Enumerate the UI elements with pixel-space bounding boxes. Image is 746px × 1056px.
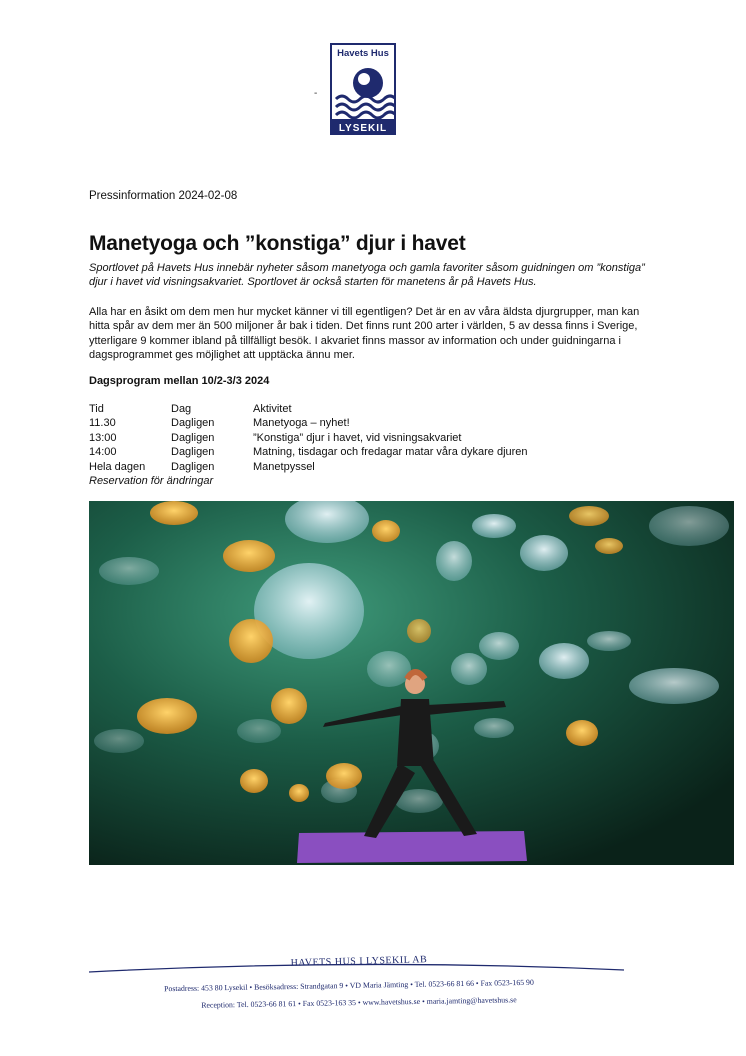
footer bbox=[89, 950, 629, 1020]
header-day: Dag bbox=[171, 403, 192, 415]
schedule-header bbox=[89, 402, 528, 416]
schedule-table bbox=[89, 402, 528, 488]
row-time: 14:00 bbox=[89, 446, 117, 459]
row-time: 13:00 bbox=[89, 431, 117, 444]
row-day: Dagligen bbox=[171, 446, 215, 459]
footer-address: Postadress: 453 80 Lysekil • Besöksadress: Strandgatan 9 • VD Maria Jämting • Tel. 0523-66 81 66 • Fax 0523-165 90 bbox=[164, 977, 534, 994]
havets-hus-logo bbox=[330, 43, 396, 135]
page-title: Manetyoga och ”konstiga” djur i havet bbox=[89, 232, 466, 255]
logo-dash: - bbox=[314, 88, 318, 99]
body-paragraph: Alla har en åsikt om dem men hur mycket känner vi till egentligen? Det är en av våra äldsta djurgrupper, man kan hitta spår av dem mer än 500 miljoner år bak i tiden. Det finns runt 200 arter i världen, 5 av dessa finns i Sverige, ytterligare 9 kommer ibland på tillfälligt besök. I akvariet finns massor av information och under guidningarna i dagsprogrammet ges möjlighet att upptäcka ännu mer. bbox=[89, 306, 640, 362]
row-day: Dagligen bbox=[171, 417, 215, 430]
program-title: Dagsprogram mellan 10/2-3/3 2024 bbox=[89, 375, 270, 387]
row-time: Hela dagen bbox=[89, 460, 146, 473]
header-activity: Aktivitet bbox=[253, 403, 292, 415]
row-activity: Manetyoga – nyhet! bbox=[253, 417, 350, 430]
reservation-note: Reservation för ändringar bbox=[89, 474, 214, 487]
logo-top-text: Havets Hus bbox=[337, 48, 389, 59]
row-activity: Manetpyssel bbox=[253, 460, 315, 473]
row-time: 11.30 bbox=[89, 417, 116, 430]
logo-bottom-text: LYSEKIL bbox=[338, 123, 388, 134]
header-time: Tid bbox=[89, 403, 104, 415]
lead-paragraph: Sportlovet på Havets Hus innebär nyheter såsom manetyoga och gamla favoriter såsom guidningen om ”konstiga” djur i havet vid visningsakvariet. Sportlovet är också starten för manetens år på Havets Hus. bbox=[89, 262, 645, 288]
footer-company: HAVETS HUS I LYSEKIL AB bbox=[290, 954, 428, 969]
row-activity: ”Konstiga” djur i havet, vid visningsakvariet bbox=[253, 431, 462, 444]
schedule-row bbox=[89, 431, 528, 445]
schedule-row bbox=[89, 416, 528, 430]
press-date: Pressinformation 2024-02-08 bbox=[89, 190, 238, 202]
schedule-row bbox=[89, 445, 528, 459]
jellyfish-yoga-photo bbox=[89, 501, 734, 865]
row-day: Dagligen bbox=[171, 431, 215, 444]
schedule-row bbox=[89, 460, 528, 474]
row-day: Dagligen bbox=[171, 460, 215, 473]
row-activity: Matning, tisdagar och fredagar matar våra dykare djuren bbox=[253, 446, 528, 459]
footer-contact: Reception: Tel. 0523-66 81 61 • Fax 0523-163 35 • www.havetshus.se • maria.jamting@havetshus.se bbox=[201, 995, 517, 1010]
